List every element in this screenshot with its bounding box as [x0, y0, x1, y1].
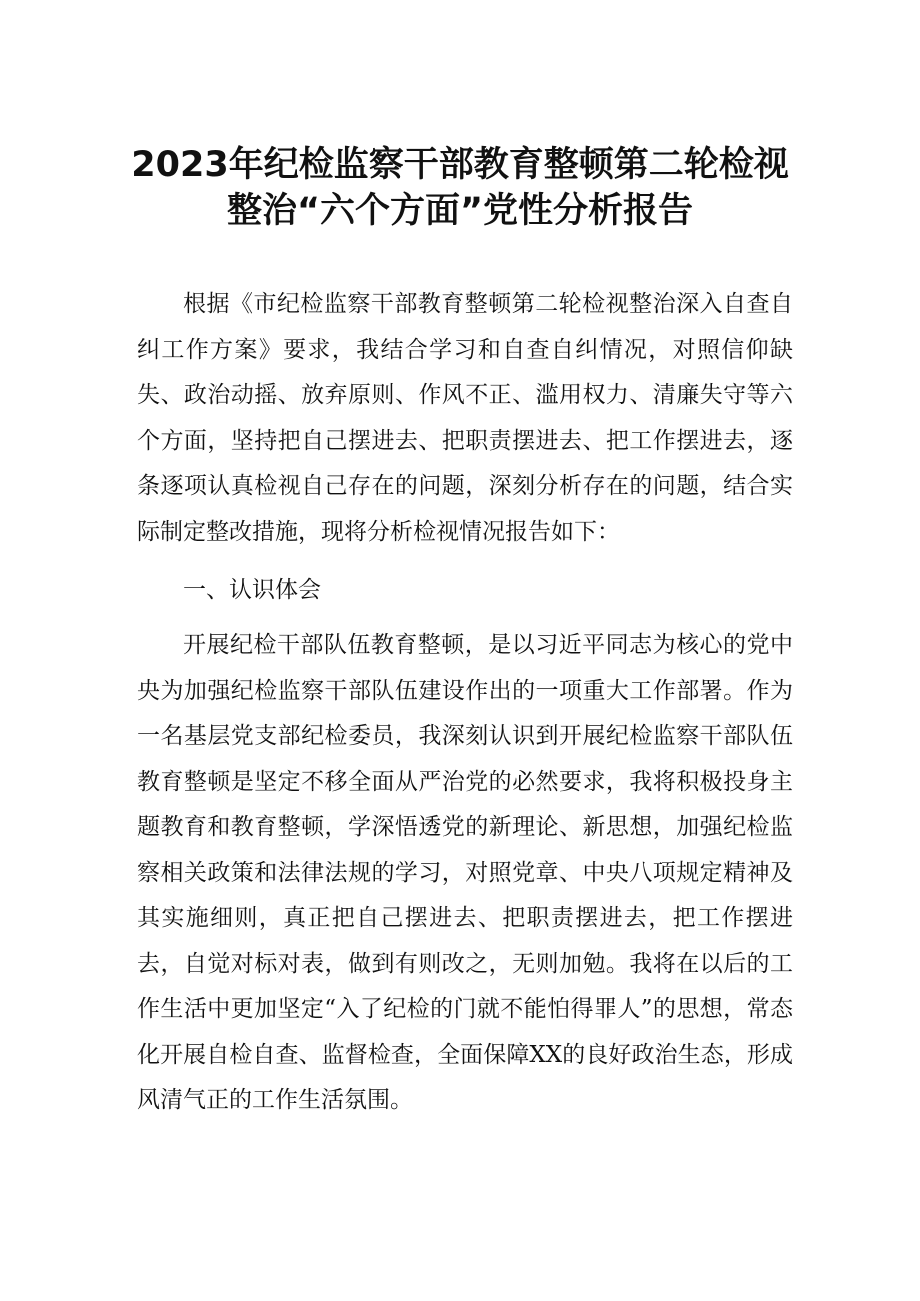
document-title-line-2: 整治“六个方面”党性分析报告 [226, 191, 693, 231]
section-1-heading: 一、认识体会 [183, 577, 321, 603]
document-title-line-1: 2023年纪检监察干部教育整顿第二轮检视 [131, 145, 789, 185]
intro-paragraph: 根据《市纪检监察干部教育整顿第二轮检视整治深入自查自纠工作方案》要求，我结合学习和自查自纠情况，对照信仰缺失、政治动摇、放弃原则、作风不正、滥用权力、清廉失守等六个方面，坚持把自己摆进去、把职责摆进去、把工作摆进去，逐条逐项认真检视自己存在的问题，深刻分析存在的问题，结合实际制定整改措施，现将分析检视情况报告如下： [137, 291, 793, 545]
section-1-paragraph: 开展纪检干部队伍教育整顿，是以习近平同志为核心的党中央为加强纪检监察干部队伍建设作出的一项重大工作部署。作为一名基层党支部纪检委员，我深刻认识到开展纪检监察干部队伍教育整顿是坚定不移全面从严治党的必然要求，我将积极投身主题教育和教育整顿，学深悟透党的新理论、新思想，加强纪检监察相关政策和法律法规的学习，对照党章、中央八项规定精神及其实施细则，真正把自己摆进去、把职责摆进去，把工作摆进去，自觉对标对表，做到有则改之，无则加勉。我将在以后的工作生活中更加坚定“入了纪检的门就不能怕得罪人”的思想，常态化开展自检自查、监督检查，全面保障XX的良好政治生态，形成风清气正的工作生活氛围。 [137, 632, 793, 1113]
